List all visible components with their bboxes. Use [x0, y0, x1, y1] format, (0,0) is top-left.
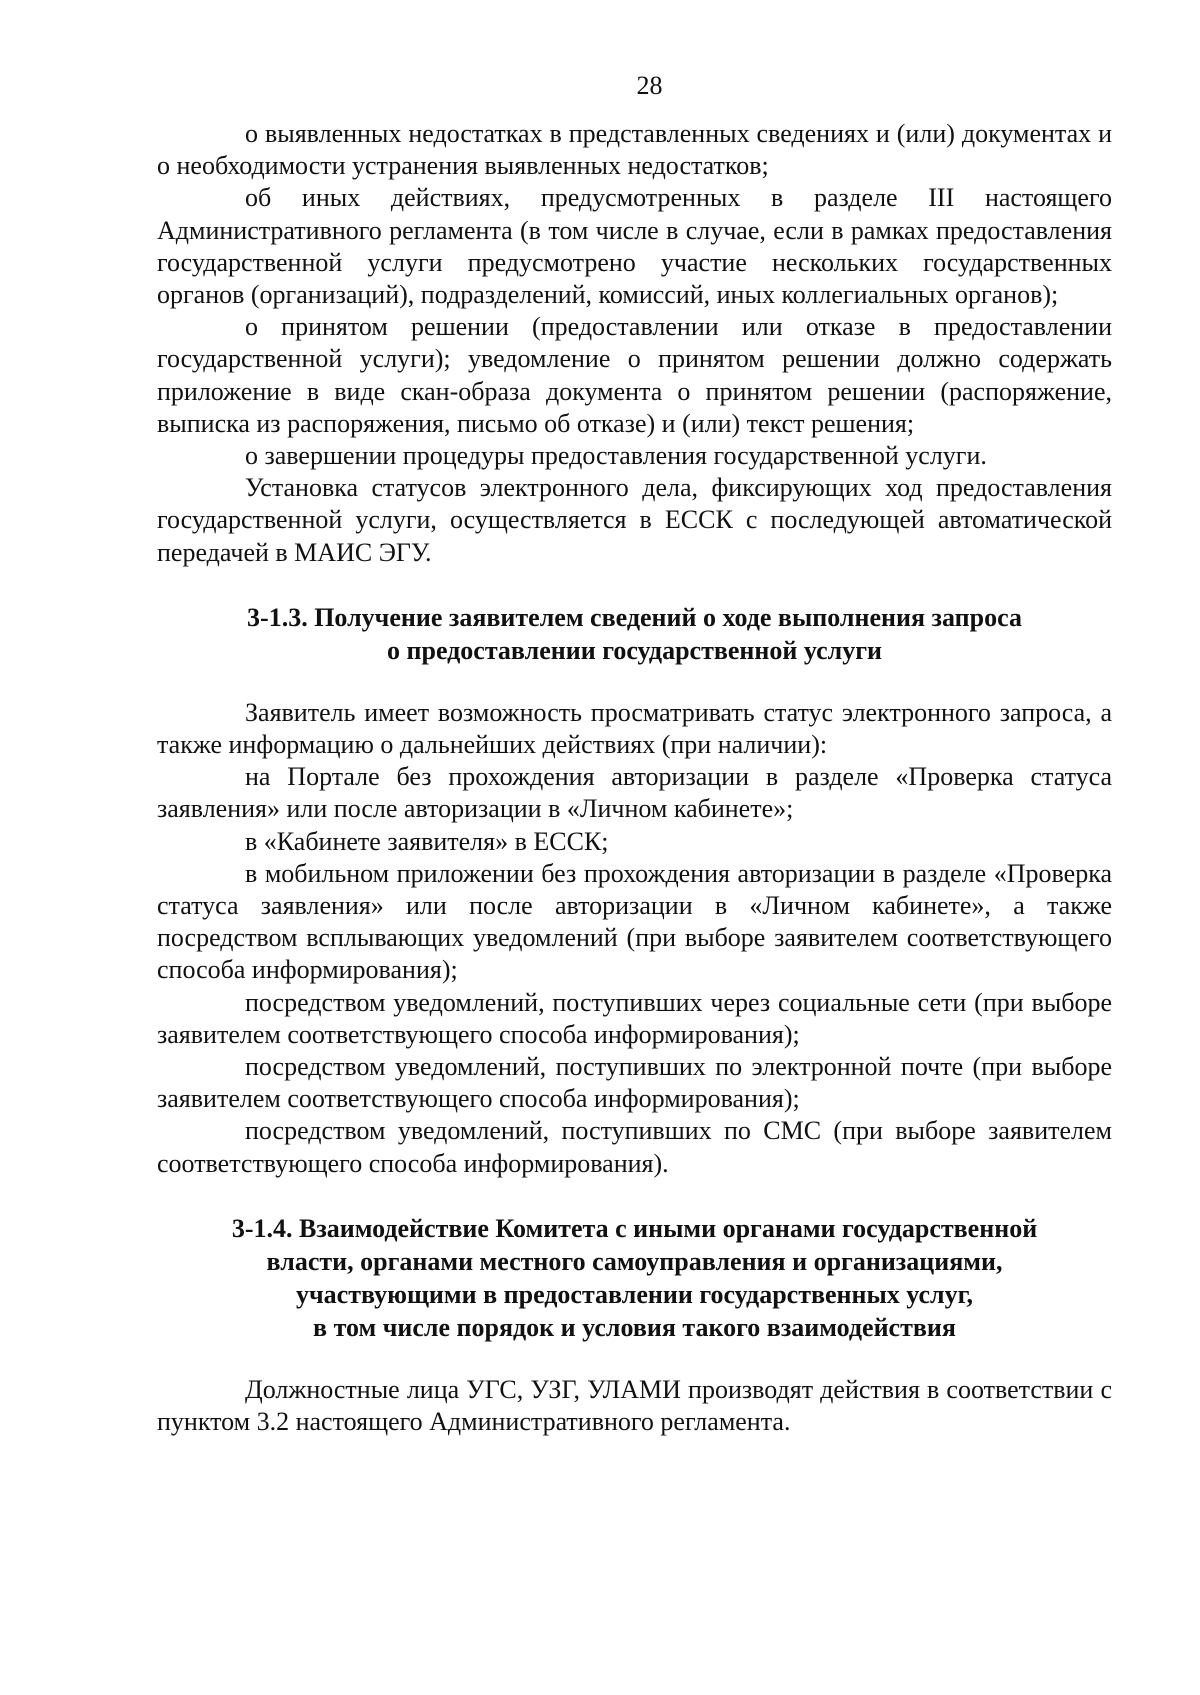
list-item-portal: на Портале без прохождения авторизации в разделе «Проверка статуса заявления» или после авторизации в «Личном кабинете»;: [157, 762, 1112, 824]
paragraph-completion: о завершении процедуры предоставления государственной услуги.: [245, 441, 987, 471]
list-item-mobile-app: в мобильном приложении без прохождения авторизации в разделе «Проверка статуса заявления» или после авторизации в «Личном кабинете», а также посредством всплывающих уведомлений (при выборе заявителем соответствующего способа информирования);: [157, 858, 1112, 985]
section-heading-3-1-4: [157, 1212, 1112, 1344]
paragraph-officials: Должностные лица УГС, УЗГ, УЛАМИ производят действия в соответствии с пунктом 3.2 настоящего Административного регламента.: [157, 1374, 1112, 1437]
list-item-cabinet: в «Кабинете заявителя» в ЕССК;: [245, 826, 609, 856]
heading-line: 3-1.4. Взаимодействие Комитета с иными органами государственной: [231, 1213, 1038, 1243]
list-item-sms: посредством уведомлений, поступивших по СМС (при выборе заявителем соответствующего способа информирования).: [157, 1116, 1112, 1178]
list-item-social-networks: посредством уведомлений, поступивших через социальные сети (при выборе заявителем соответствующего способа информирования);: [157, 987, 1112, 1049]
heading-line: 3-1.3. Получение заявителем сведений о ходе выполнения запроса: [247, 602, 1022, 632]
paragraph-status-setting: Установка статусов электронного дела, фиксирующих ход предоставления государственной услуги, осуществляется в ЕССК с последующей автоматической передачей в МАИС ЭГУ.: [157, 473, 1112, 567]
section-heading-3-1-3: [157, 601, 1112, 667]
heading-line: о предоставлении государственной услуги: [387, 635, 882, 665]
heading-line: власти, органами местного самоуправления и организациями,: [266, 1246, 1003, 1276]
paragraph-decision: о принятом решении (предоставлении или отказе в предоставлении государственной услуги); уведомление о принятом решении должно содержать приложение в виде скан-образа документа о принятом решении (распоряжение, выписка из распоряжения, письмо об отказе) и (или) текст решения;: [157, 312, 1112, 438]
paragraph-other-actions: об иных действиях, предусмотренных в разделе III настоящего Административного регламента (в том числе в случае, если в рамках предоставления государственной услуги предусмотрено участие нескольких государственных органов (организаций), подразделений, комиссий, иных коллегиальных органов);: [157, 183, 1112, 310]
heading-line: участвующими в предоставлении государственных услуг,: [295, 1279, 974, 1309]
paragraph-deficiencies: о выявленных недостатках в представленных сведениях и (или) документах и о необходимости устранения выявленных недостатков;: [157, 119, 1112, 181]
list-item-email: посредством уведомлений, поступивших по электронной почте (при выборе заявителем соответствующего способа информирования);: [157, 1052, 1112, 1114]
document-page: [157, 70, 1112, 1438]
paragraph-status-view: Заявитель имеет возможность просматривать статус электронного запроса, а также информацию о дальнейших действиях (при наличии):: [157, 697, 1112, 760]
heading-line: в том числе порядок и условия такого взаимодействия: [313, 1312, 956, 1342]
page-number: 28: [636, 71, 663, 100]
